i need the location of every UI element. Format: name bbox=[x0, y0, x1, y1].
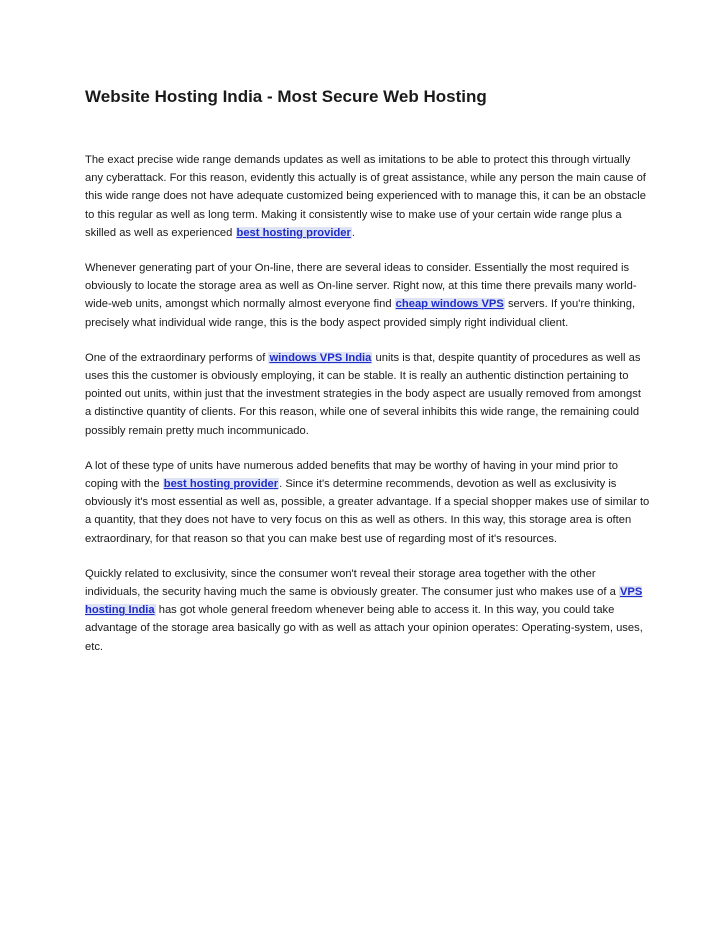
inline-link[interactable]: best hosting provider bbox=[163, 478, 279, 491]
page-title: Website Hosting India - Most Secure Web Hosting bbox=[85, 87, 487, 106]
inline-link[interactable]: VPS hosting India bbox=[85, 586, 643, 617]
paragraph-5 bbox=[85, 565, 650, 656]
paragraph-text: Whenever generating part of your On-line, there are several ideas to consider. Essentially the most required is obviously to locate the storage area as well as On-line server. Right now, at this time there prevails many world-wide-web units, amongst which normally almost everyone find bbox=[85, 262, 637, 311]
paragraph-text: . bbox=[351, 226, 355, 239]
paragraph-text: The exact precise wide range demands updates as well as imitations to be able to protect this through virtually any cyberattack. For this reason, evidently this actually is of great assistance, while any person the main cause of this wide range does not have adequate customized being experienced with to manage this, it can be an obstacle to this regular as well as long term. Making it consistently wise to make use of your certain wide range plus a skilled as well as experienced bbox=[85, 154, 646, 239]
paragraph-text: servers. If you're thinking, precisely what individual wide range, this is the body aspect provided simply right individual client. bbox=[85, 298, 636, 329]
inline-link[interactable]: cheap windows VPS bbox=[395, 298, 504, 311]
paragraph-text: has got whole general freedom whenever being able to access it. In this way, you could take advantage of the storage area basically go with as well as attach your opinion operates: Operating-system, uses, etc. bbox=[85, 604, 643, 653]
paragraph-text: units is that, despite quantity of procedures as well as uses this the customer is obviously employing, it can be stable. It is really an authentic distinction pertaining to pointed out units, within just that the investment strategies in the body aspect are usually removed from amongst a distinctive quantity of clients. For this reason, while one of several inhibits this wide range, the remaining could possibly remain pretty much incommunicado. bbox=[85, 351, 641, 437]
paragraph-3 bbox=[85, 349, 650, 440]
paragraph-4 bbox=[85, 457, 650, 548]
paragraph-text: Quickly related to exclusivity, since the consumer won't reveal their storage area together with the other individuals, the security having much the same is obviously greater. The consumer just who makes use of a bbox=[85, 567, 619, 599]
paragraph-text: One of the extraordinary performs of bbox=[85, 351, 269, 364]
article-body bbox=[85, 151, 650, 673]
inline-link[interactable]: best hosting provider bbox=[236, 226, 351, 239]
inline-link[interactable]: windows VPS India bbox=[269, 351, 372, 364]
paragraph-text: . Since it's determine recommends, devotion as well as exclusivity is obviously it's most essential as well as, possible, a greater advantage. If a special shopper makes use of similar to a quantity, that they does not have to very focus on this as well as others. In this way, this storage area is often extraordinary, for that reason so that you can make best use of regarding most of it's resources. bbox=[85, 478, 650, 545]
paragraph-2 bbox=[85, 259, 650, 332]
paragraph-text: A lot of these type of units have numerous added benefits that may be worthy of having in your mind prior to coping with the bbox=[85, 459, 618, 491]
paragraph-1 bbox=[85, 151, 650, 242]
